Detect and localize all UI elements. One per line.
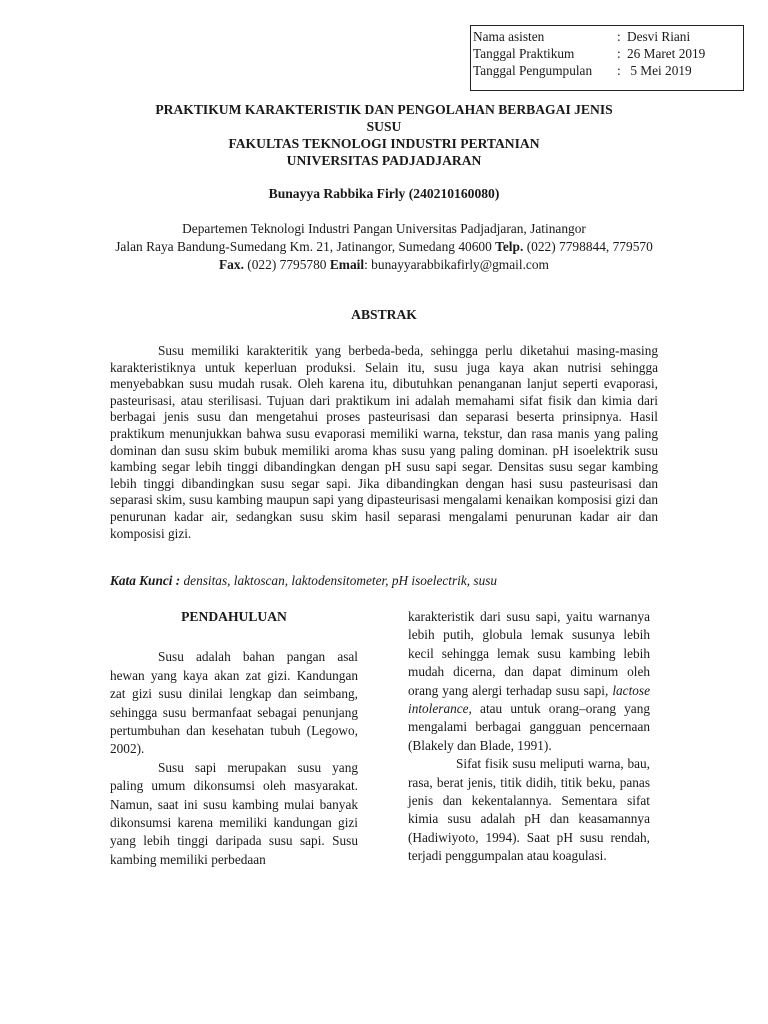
abstract-body: Susu memiliki karakteritik yang berbeda-beda, sehingga perlu diketahui masing-masing karakteristiknya untuk keperluan produksi. Selain itu, susu juga kaya akan nutrisi sehingga menyebabkan susu mudah rusak. Oleh karena itu, dibutuhkan penanganan lanjut seperti evaporasi, pasteurisasi, atau sterilisasi. Tujuan dari praktikum ini adalah memahami sifat fisik dan kimia dari berbagai jenis susu dan mengetahui proses pasteurisasi dan separasi beserta prinsipnya. Hasil praktikum menunjukkan bahwa susu evaporasi memiliki warna, tekstur, dan rasa manis yang paling dominan dan susu skim bubuk memiliki aroma khas susu yang paling dominan. pH isoelektrik susu kambing segar lebih tinggi dibandingkan dengan pH susu sapi segar. Densitas susu segar kambing lebih tinggi dibandingkan susu segar sapi. Jika dibandingkan dengan hasi susu pasteurisasi dan separasi skim, susu kambing maupun sapi yang dipasteurisasi mengalami kenaikan komposisi gizi dan penurunan kadar air, sedangkan susu skim hasil separasi mengalami penurunan kadar air dan komposisi gizi. [110,343,658,541]
author-name: Bunayya Rabbika Firly (240210160080) [268,186,500,201]
paragraph: Susu adalah bahan pangan asal hewan yang kaya akan zat gizi. Kandungan zat gizi susu dinilai lengkap dan seimbang, sehingga susu bermanfaat sebagai penunjang pertumbuhan dan kesehatan tubuh (Legowo, 2002). [110,649,358,757]
email-value: : bunayyarabbikafirly@gmail.com [364,257,549,272]
email-label: Email [329,257,365,272]
info-value: 5 Mei 2019 [627,63,692,78]
assistant-info-box [470,25,744,91]
info-label: Tanggal Pengumpulan [473,63,593,78]
title-line: FAKULTAS TEKNOLOGI INDUSTRI PERTANIAN [228,136,540,151]
title-line: PRAKTIKUM KARAKTERISTIK DAN PENGOLAHAN BERBAGAI JENIS [155,102,613,117]
title-line: UNIVERSITAS PADJADJARAN [286,153,482,168]
paragraph: Sifat fisik susu meliputi warna, bau, rasa, berat jenis, titik didih, titik beku, panas jenis dan kekentalannya. Sementara sifat kimia susu adalah pH dan keasamannya (Hadiwiyoto, 1994). Saat pH susu rendah, terjadi penggumpalan atau koagulasi. [408,756,650,864]
keywords [110,573,658,589]
telp-label: Telp. [495,239,524,254]
info-row-assistant [473,28,743,45]
column-left [110,608,358,869]
affiliation-address: Jalan Raya Bandung-Sumedang Km. 21, Jatinangor, Sumedang 40600 [115,239,492,254]
keywords-value: densitas, laktoscan, laktodensitometer, pH isoelectrik, susu [180,573,498,588]
affiliation [110,220,658,274]
keywords-label: Kata Kunci : [110,573,181,588]
paragraph-text: atau untuk orang–orang yang mengalami berbagai gangguan pencernaan (Blakely dan Blade, 1991). [408,701,650,753]
telp-value: (022) 7798844, 779570 [526,239,653,254]
abstract-heading: ABSTRAK [351,307,417,322]
info-separator: : [617,46,621,61]
info-value: Desvi Riani [627,29,691,44]
info-label: Tanggal Praktikum [473,46,575,61]
paragraph-continued [408,608,650,755]
fax-value: (022) 7795780 [247,257,327,272]
info-row-submission-date [473,62,743,79]
paper-title [100,101,668,169]
affiliation-contact [110,238,658,274]
affiliation-line: Departemen Teknologi Industri Pangan Universitas Padjadjaran, Jatinangor [182,221,586,236]
info-separator: : [617,29,621,44]
info-separator: : [617,63,621,78]
info-row-practicum-date [473,45,743,62]
info-value: 26 Maret 2019 [627,46,706,61]
column-right [408,608,650,866]
paragraph-text: karakteristik dari susu sapi, yaitu warnanya lebih putih, globula lemak susunya lebih kecil sehingga lemak susu kambing lebih mudah dicerna, dan dapat diminum oleh orang yang alergi terhadap susu sapi, [408,609,650,698]
info-label: Nama asisten [473,29,545,44]
paragraph: Susu sapi merupakan susu yang paling umum dikonsumsi oleh masyarakat. Namun, saat ini susu kambing mulai banyak dikonsumsi karena memiliki kandungan gizi yang lebih tinggi daripada susu sapi. Susu kambing memiliki perbedaan [110,759,358,867]
italic-term: lactose intolerance, [408,682,650,717]
fax-label: Fax. [219,257,244,272]
title-line: SUSU [366,119,402,134]
section-heading-pendahuluan: PENDAHULUAN [181,609,287,624]
